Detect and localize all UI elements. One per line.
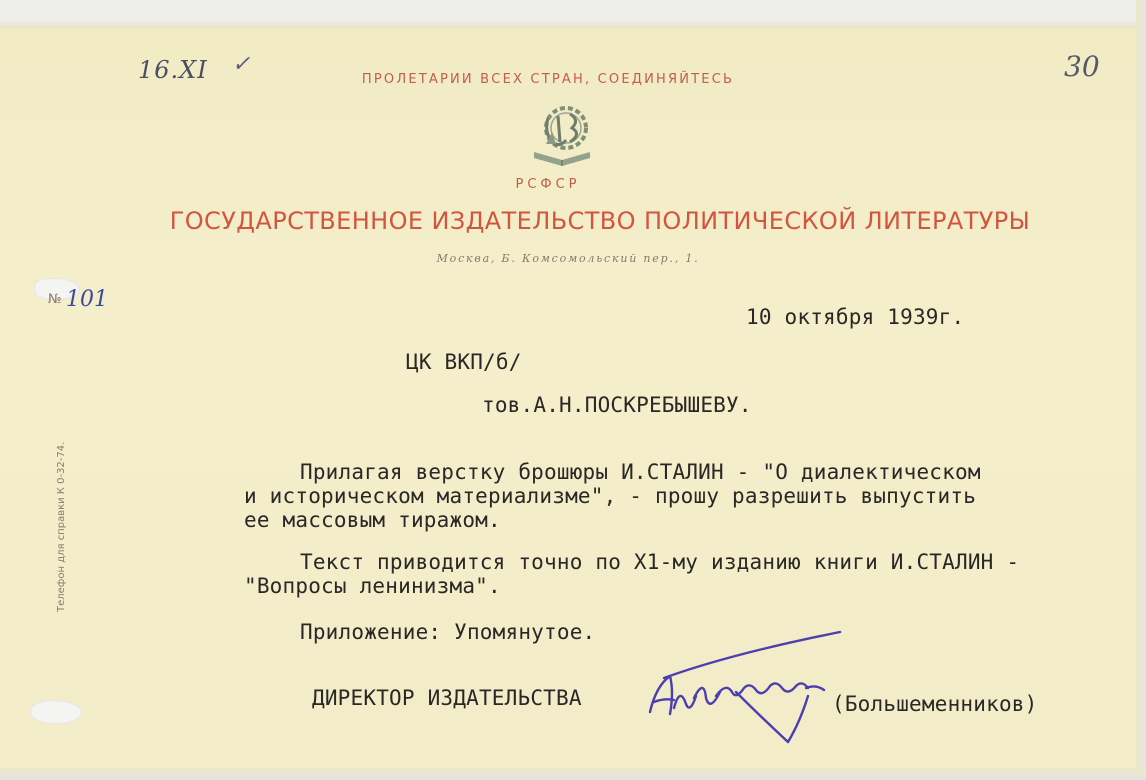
paragraph-2-line-1: Текст приводится точно по Х1-му изданию книги И.СТАЛИН - (300, 550, 1020, 574)
republic-label: РСФСР (515, 177, 581, 192)
paragraph-1-line-2: и историческом материализме", - прошу разрешить выпустить (244, 484, 977, 508)
phone-notice: Телефон для справки К 0-32-74. (56, 441, 67, 612)
outgoing-number: 101 (66, 287, 108, 312)
number-label: № (48, 292, 62, 307)
recipient-organization: ЦК ВКП/б/ (406, 350, 522, 374)
handwritten-page-number: 30 (1064, 50, 1100, 83)
director-title: ДИРЕКТОР ИЗДАТЕЛЬСТВА (312, 686, 582, 710)
letter-date: 10 октября 1939г. (746, 305, 965, 329)
letterhead-motto: ПРОЛЕТАРИИ ВСЕХ СТРАН, СОЕДИНЯЙТЕСЬ (361, 72, 735, 87)
paragraph-1-line-3: ее массовым тиражом. (244, 508, 501, 532)
publisher-name: ГОСУДАРСТВЕННОЕ ИЗДАТЕЛЬСТВО ПОЛИТИЧЕСКОЙ ЛИТЕРАТУРЫ (169, 207, 1031, 235)
publisher-emblem-icon (526, 102, 598, 168)
recipient-name: тов.А.Н.ПОСКРЕБЫШЕВУ. (482, 393, 752, 417)
paper-right-edge (1136, 0, 1146, 780)
publisher-address: Москва, Б. Комсомольский пер., 1. (436, 252, 700, 265)
punch-hole-bottom (30, 700, 82, 724)
director-signature (640, 626, 880, 746)
paper-bottom-edge (0, 768, 1146, 780)
enclosure-line: Приложение: Упомянутое. (300, 620, 596, 644)
paragraph-2-line-2: "Вопросы ленинизма". (244, 574, 501, 598)
paper-top-edge (0, 0, 1146, 28)
paragraph-1-line-1: Прилагая верстку брошюры И.СТАЛИН - "О диалектическом (300, 460, 981, 484)
director-name: (Большеменников) (832, 692, 1038, 716)
check-mark-icon: ✓ (232, 52, 251, 77)
handwritten-reference: 16.XI (138, 56, 208, 84)
